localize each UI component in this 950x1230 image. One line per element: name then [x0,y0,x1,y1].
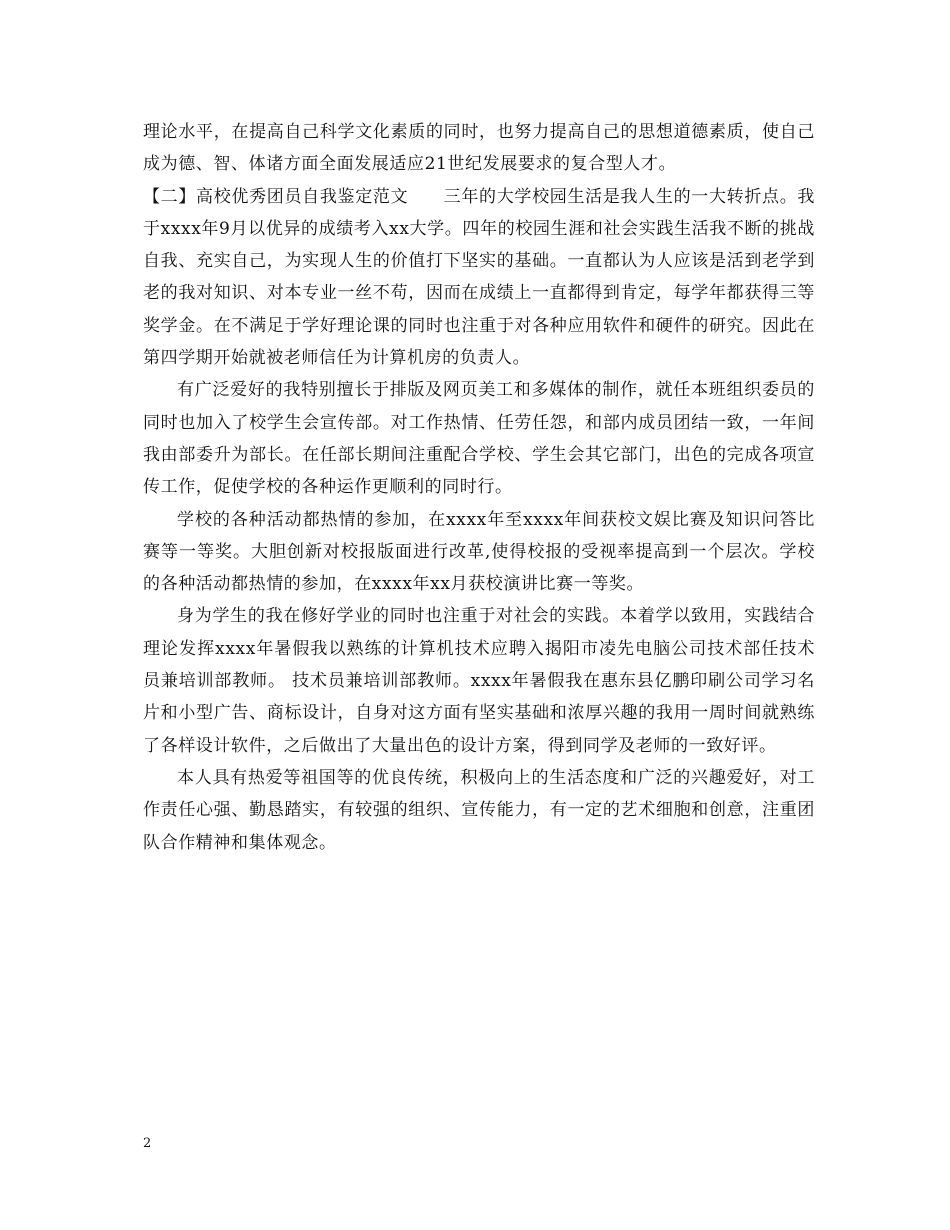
paragraph-practice: 身为学生的我在修好学业的同时也注重于对社会的实践。本着学以致用，实践结合理论发挥xxxx年暑假我以熟练的计算机技术应聘入揭阳市凌先电脑公司技术部任技术员兼培训部教师。 技术员兼培训部教师。xxxx年暑假我在惠东县亿鹏印刷公司学习名片和小型广告、商标设计，自身对这方面有坚实基础和浓厚兴趣的我用一周时间就熟练了各样设计软件，之后做出了大量出色的设计方案，得到同学及老师的一致好评。 [143,606,815,756]
paragraph-continued: 理论水平，在提高自己科学文化素质的同时，也努力提高自己的思想道德素质，使自己成为德、智、体诸方面全面发展适应21世纪发展要求的复合型人才。 [143,122,815,175]
page-number: 2 [143,1136,152,1151]
paragraph-activities: 学校的各种活动都热情的参加，在xxxx年至xxxx年间获校文娱比赛及知识问答比赛等一等奖。大胆创新对校报版面进行改革,使得校报的受视率提高到一个层次。学校的各种活动都热情的参加，在xxxx年xx月获校演讲比赛一等奖。 [143,509,815,595]
document-body [143,116,815,859]
paragraph-hobbies: 有广泛爱好的我特别擅长于排版及网页美工和多媒体的制作，就任本班组织委员的同时也加入了校学生会宣传部。对工作热情、任劳任怨，和部内成员团结一致，一年间我由部委升为部长。在任部长期间注重配合学校、学生会其它部门，出色的完成各项宣传工作，促使学校的各种运作更顺利的同时行。 [143,380,815,498]
paragraph-summary: 本人具有热爱等祖国等的优良传统，积极向上的生活态度和广泛的兴趣爱好，对工作责任心强、勤恳踏实，有较强的组织、宣传能力，有一定的艺术细胞和创意，注重团队合作精神和集体观念。 [143,767,815,853]
paragraph-section-two: 【二】高校优秀团员自我鉴定范文 三年的大学校园生活是我人生的一大转折点。我于xxxx年9月以优异的成绩考入xx大学。四年的校园生涯和社会实践生活我不断的挑战自我、充实自己，为实现人生的价值打下坚实的基础。一直都认为人应该是活到老学到老的我对知识、对本专业一丝不苟，因而在成绩上一直都得到肯定，每学年都获得三等奖学金。在不满足于学好理论课的同时也注重于对各种应用软件和硬件的研究。因此在第四学期开始就被老师信任为计算机房的负责人。 [143,186,815,369]
